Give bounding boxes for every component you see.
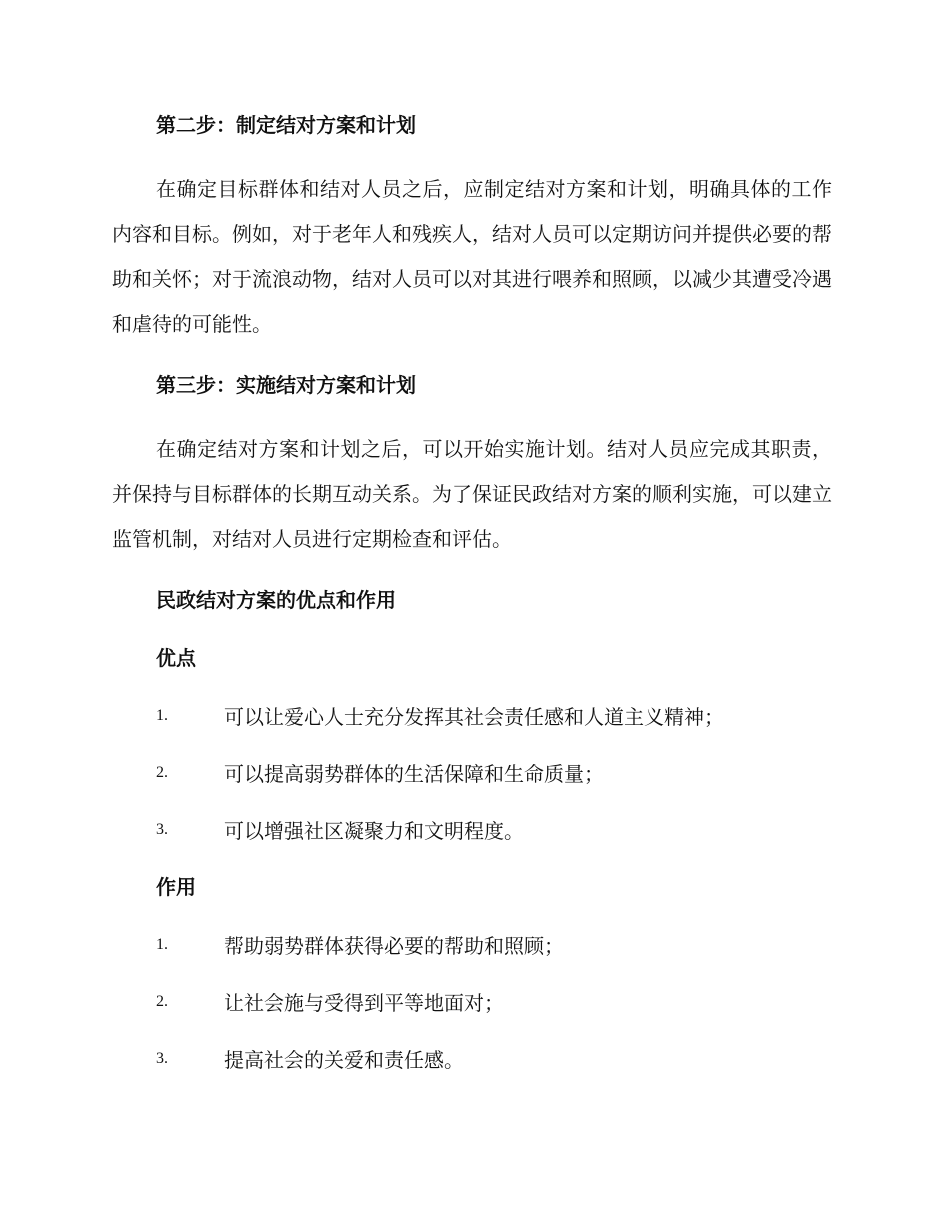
list-item-number: 3. bbox=[156, 1049, 168, 1067]
step2-paragraph: 在确定目标群体和结对人员之后，应制定结对方案和计划，明确具体的工作内容和目标。例如，对于老年人和残疾人，结对人员可以定期访问并提供必要的帮助和关怀；对于流浪动物，结对人员可以对其进行喂养和照顾，以减少其遭受冷遇和虐待的可能性。 bbox=[112, 177, 832, 336]
advantages-list bbox=[112, 687, 832, 858]
list-item-number: 2. bbox=[156, 992, 168, 1010]
list-item-text: 可以提高弱势群体的生活保障和生命质量； bbox=[224, 762, 604, 786]
list-item-text: 可以让爱心人士充分发挥其社会责任感和人道主义精神； bbox=[224, 705, 724, 729]
list-item-text: 帮助弱势群体获得必要的帮助和照顾； bbox=[224, 934, 564, 958]
effects-heading: 作用 bbox=[156, 875, 196, 899]
list-item-number: 1. bbox=[156, 935, 168, 953]
step3-heading: 第三步：实施结对方案和计划 bbox=[156, 373, 416, 397]
effects-list bbox=[112, 916, 832, 1087]
list-item bbox=[112, 801, 832, 858]
section-heading: 民政结对方案的优点和作用 bbox=[156, 588, 396, 612]
step3-paragraph: 在确定结对方案和计划之后，可以开始实施计划。结对人员应完成其职责，并保持与目标群体的长期互动关系。为了保证民政结对方案的顺利实施，可以建立监管机制，对结对人员进行定期检查和评估。 bbox=[112, 437, 832, 551]
step2-heading: 第二步：制定结对方案和计划 bbox=[156, 113, 416, 137]
advantages-heading: 优点 bbox=[156, 646, 196, 670]
list-item-text: 提高社会的关爱和责任感。 bbox=[224, 1048, 464, 1072]
list-item-number: 3. bbox=[156, 820, 168, 838]
list-item-number: 1. bbox=[156, 706, 168, 724]
list-item bbox=[112, 744, 832, 801]
list-item bbox=[112, 687, 832, 744]
list-item bbox=[112, 1030, 832, 1087]
list-item-text: 可以增强社区凝聚力和文明程度。 bbox=[224, 819, 524, 843]
document-content bbox=[112, 110, 832, 1087]
list-item bbox=[112, 916, 832, 973]
list-item-number: 2. bbox=[156, 763, 168, 781]
list-item bbox=[112, 973, 832, 1030]
list-item-text: 让社会施与受得到平等地面对； bbox=[224, 991, 504, 1015]
